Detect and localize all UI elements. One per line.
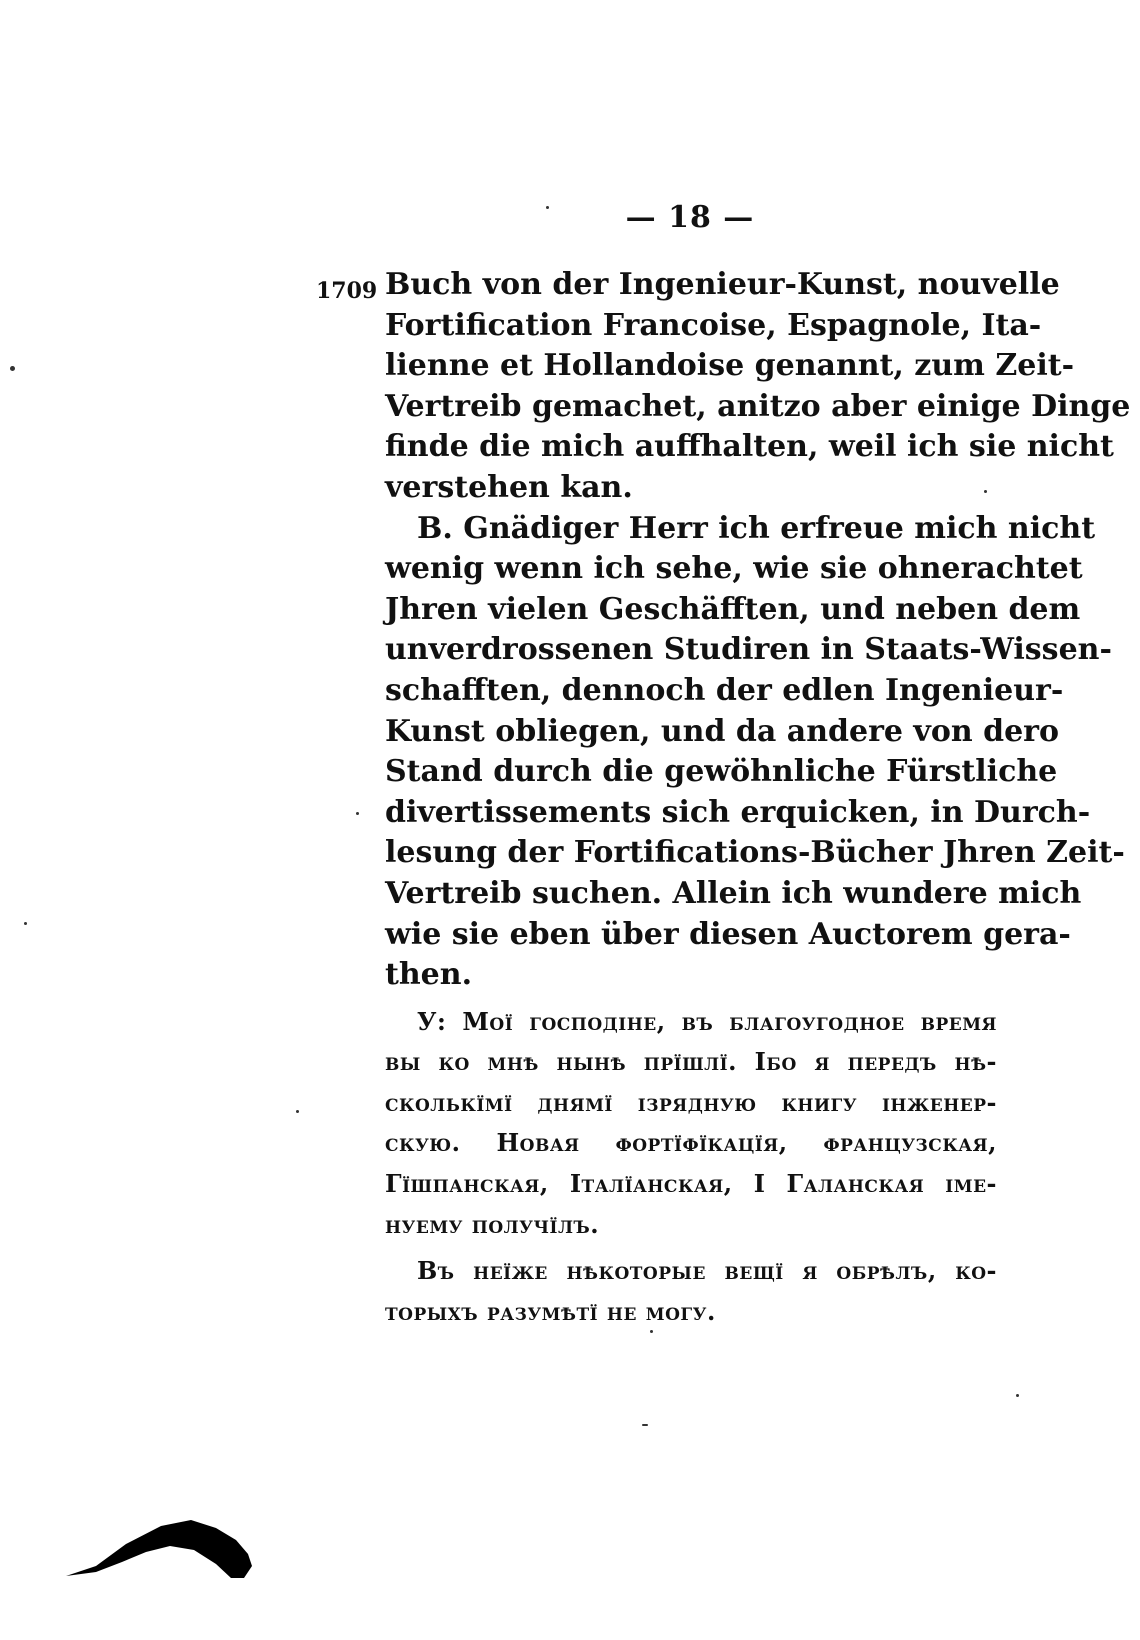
scan-speck bbox=[24, 922, 27, 925]
text-line: Fortification Francoise, Espagnole, Ita- bbox=[385, 307, 1042, 343]
page-number: — 18 — bbox=[625, 200, 755, 235]
text-line: Kunst obliegen, und da andere von dero bbox=[385, 713, 1059, 749]
text-line: вы ко мнѣ нынѣ прïшлï. Iбо я передъ нѣ- bbox=[385, 1047, 997, 1077]
text-column bbox=[385, 265, 1131, 1332]
text-line: Въ неïже нѣкоторые вещï я обрѣлъ, ко- bbox=[417, 1256, 997, 1286]
text-line: divertissements sich erquicken, in Durch- bbox=[385, 794, 1091, 830]
text-line: Buch von der Ingenieur-Kunst, nouvelle bbox=[385, 267, 1060, 302]
text-line: нуему получïлъ. bbox=[385, 1209, 600, 1239]
ink-smudge bbox=[66, 1506, 256, 1596]
scan-speck bbox=[356, 812, 359, 815]
text-line: сколькïмï днямï iзрядную книгу iнженер- bbox=[385, 1087, 997, 1117]
text-line: Stand durch die gewöhnliche Fürstliche bbox=[385, 754, 1058, 790]
margin-year-note: 1709 bbox=[316, 278, 378, 304]
text-line: Vertreib suchen. Allein ich wundere mich bbox=[385, 875, 1082, 911]
scan-speck bbox=[546, 206, 549, 209]
text-line: B. Gnädiger Herr ich erfreue mich nicht bbox=[417, 510, 1096, 546]
scan-speck bbox=[650, 1330, 653, 1333]
scan-speck bbox=[642, 1424, 648, 1426]
text-line: Vertreib gemachet, anitzo aber einige Dinge bbox=[385, 388, 1131, 424]
text-line: schafften, dennoch der edlen Ingenieur- bbox=[385, 672, 1064, 708]
text-line: торыхъ разумѣтï не могу. bbox=[385, 1296, 716, 1326]
paragraph-slavonic-2 bbox=[385, 1251, 997, 1332]
text-line: lesung der Fortifications-Bücher Jhren Zeit- bbox=[385, 835, 1125, 871]
scan-speck bbox=[1016, 1394, 1019, 1397]
text-line: скую. Новая фортïфïкацïя, французская, bbox=[385, 1128, 997, 1158]
scan-speck bbox=[984, 490, 987, 493]
text-line: finde die mich auffhalten, weil ich sie nicht bbox=[385, 429, 1114, 465]
text-line: lienne et Hollandoise genannt, zum Zeit- bbox=[385, 348, 1075, 384]
text-line: wenig wenn ich sehe, wie sie ohnerachtet bbox=[385, 551, 1083, 587]
text-line: then. bbox=[385, 957, 473, 993]
paragraph-german-2 bbox=[385, 509, 1125, 996]
paragraph-german-1 bbox=[385, 265, 1131, 509]
text-line: У: Моï господiне, въ благоугодное время bbox=[417, 1006, 997, 1036]
text-line: Jhren vielen Geschäfften, und neben dem bbox=[385, 591, 1081, 627]
text-line: wie sie eben über diesen Auctorem gera- bbox=[385, 916, 1071, 952]
scan-speck bbox=[10, 366, 15, 371]
paragraph-slavonic-1 bbox=[385, 1002, 997, 1246]
text-line: unverdrossenen Studiren in Staats-Wissen- bbox=[385, 632, 1112, 668]
scan-speck bbox=[296, 1110, 299, 1113]
text-line: Гïшпанская, Iталïанская, I Галанская iме- bbox=[385, 1169, 997, 1199]
text-line: verstehen kan. bbox=[385, 469, 633, 505]
